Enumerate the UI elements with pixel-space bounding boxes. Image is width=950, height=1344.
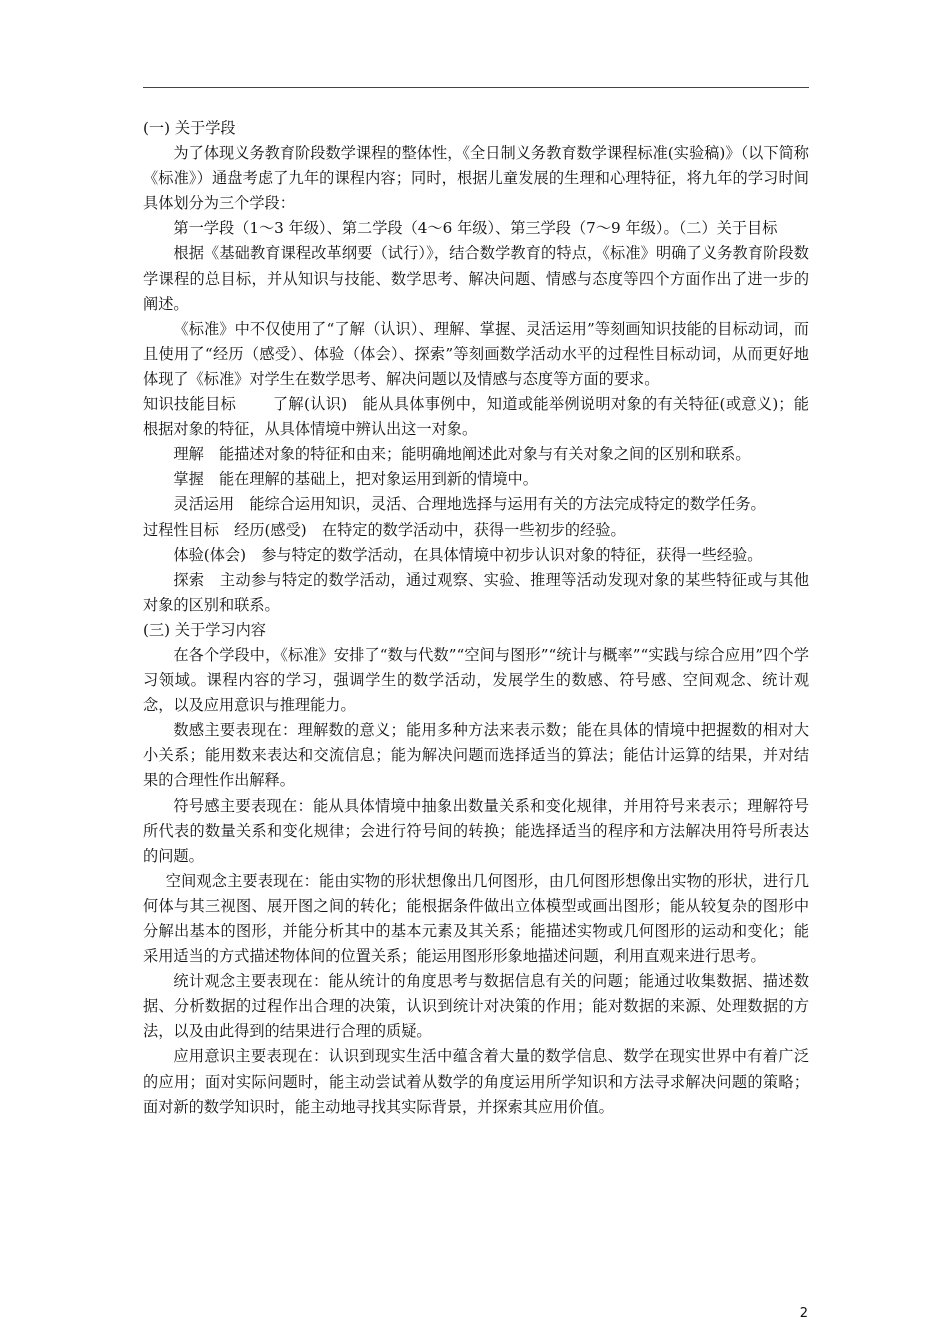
paragraph: 第一学段（1～3 年级）、第二学段（4～6 年级）、第三学段（7～9 年级）。（二）关于目标: [173, 219, 778, 238]
paragraph: 应用意识主要表现在：认识到现实生活中蕴含着大量的数学信息、数学在现实世界中有着广泛的应用；面对实际问题时，能主动尝试着从数学的角度运用所学知识和方法寻求解决问题的策略；面对新的数学知识时，能主动地寻找其实际背景，并探索其应用价值。: [143, 1047, 809, 1116]
term: 掌握: [173, 470, 204, 489]
process-goal-row: [143, 568, 809, 618]
paragraph: 空间观念主要表现在：能由实物的形状想像出几何图形，由几何图形想像出实物的形状，进行几何体与其三视图、展开图之间的转化；能根据条件做出立体模型或画出图形；能从较复杂的图形中分解出基本的图形，并能分析其中的基本元素及其关系；能描述实物或几何图形的运动和变化；能采用适当的方式描述物体间的位置关系；能运用图形形象地描述问题，利用直观来进行思考。: [143, 871, 809, 966]
document-body: [143, 116, 809, 1120]
definition: 参与特定的数学活动，在具体情境中初步认识对象的特征，获得一些经验。: [261, 545, 763, 564]
paragraph: 统计观念主要表现在：能从统计的角度思考与数据信息有关的问题；能通过收集数据、描述数据、分析数据的过程作出合理的决策，认识到统计对决策的作用；能对数据的来源、处理数据的方法，以及由此得到的结果进行合理的质疑。: [143, 972, 809, 1041]
process-goal-row: [143, 518, 809, 543]
skill-goal-row: [143, 392, 809, 442]
term: 灵活运用: [173, 495, 235, 514]
skill-goal-row: [143, 467, 809, 492]
skill-goal-row: [143, 492, 809, 517]
paragraph: 为了体现义务教育阶段数学课程的整体性，《全日制义务教育数学课程标准(实验稿)》（以下简称《标准》）通盘考虑了九年的课程内容；同时，根据儿童发展的生理和心理特征，将九年的学习时间具体划分为三个学段：: [143, 144, 809, 213]
skill-goal-row: [143, 442, 809, 467]
paragraph: 《标准》中不仅使用了“了解（认识）、理解、掌握、灵活运用”等刻画知识技能的目标动词，而且使用了“经历（感受）、体验（体会）、探索”等刻画数学活动水平的过程性目标动词，从而更好地体现了《标准》对学生在数学思考、解决问题以及情感与态度等方面的要求。: [143, 319, 809, 388]
definition: 能综合运用知识，灵活、合理地选择与运用有关的方法完成特定的数学任务。: [249, 495, 766, 514]
term: 经历(感受): [234, 520, 307, 539]
section-heading-1: (一) 关于学段: [143, 119, 236, 137]
definition: 主动参与特定的数学活动，通过观察、实验、推理等活动发现对象的某些特征或与其他对象的区别和联系。: [143, 570, 810, 614]
process-goal-row: [143, 543, 809, 568]
section-heading-3: (三) 关于学习内容: [143, 620, 266, 639]
definition: 在特定的数学活动中，获得一些初步的经验。: [321, 520, 626, 539]
paragraph: 根据《基础教育课程改革纲要（试行）》，结合数学教育的特点，《标准》明确了义务教育阶段数学课程的总目标，并从知识与技能、数学思考、解决问题、情感与态度等四个方面作出了进一步的阐述。: [143, 244, 809, 313]
header-rule: [143, 87, 809, 88]
term: 了解(认识): [272, 395, 348, 414]
paragraph: 数感主要表现在：理解数的意义；能用多种方法来表示数；能在具体的情境中把握数的相对大小关系；能用数来表达和交流信息；能为解决问题而选择适当的算法；能估计运算的结果，并对结果的合理性作出解释。: [143, 721, 809, 790]
skill-goal-label: 知识技能目标: [143, 395, 237, 414]
page-number: 2: [799, 1306, 808, 1321]
term: 体验(体会): [173, 545, 246, 564]
definition: 能在理解的基础上，把对象运用到新的情境中。: [218, 470, 538, 489]
definition: 能从具体事例中，知道或能举例说明对象的有关特征(或意义)；能根据对象的特征，从具体情境中辨认出这一对象。: [143, 395, 809, 439]
paragraph: 在各个学段中，《标准》安排了“数与代数”“空间与图形”“统计与概率”“实践与综合应用”四个学习领域。课程内容的学习，强调学生的数学活动，发展学生的数感、符号感、空间观念、统计观念，以及应用意识与推理能力。: [143, 645, 809, 715]
definition: 能描述对象的特征和由来；能明确地阐述此对象与有关对象之间的区别和联系。: [218, 445, 751, 464]
paragraph: 符号感主要表现在：能从具体情境中抽象出数量关系和变化规律，并用符号来表示；理解符号所代表的数量关系和变化规律；会进行符号间的转换；能选择适当的程序和方法解决用符号所表达的问题。: [143, 796, 809, 865]
term: 理解: [173, 445, 204, 464]
term: 探索: [173, 570, 205, 589]
process-goal-label: 过程性目标: [143, 520, 219, 539]
